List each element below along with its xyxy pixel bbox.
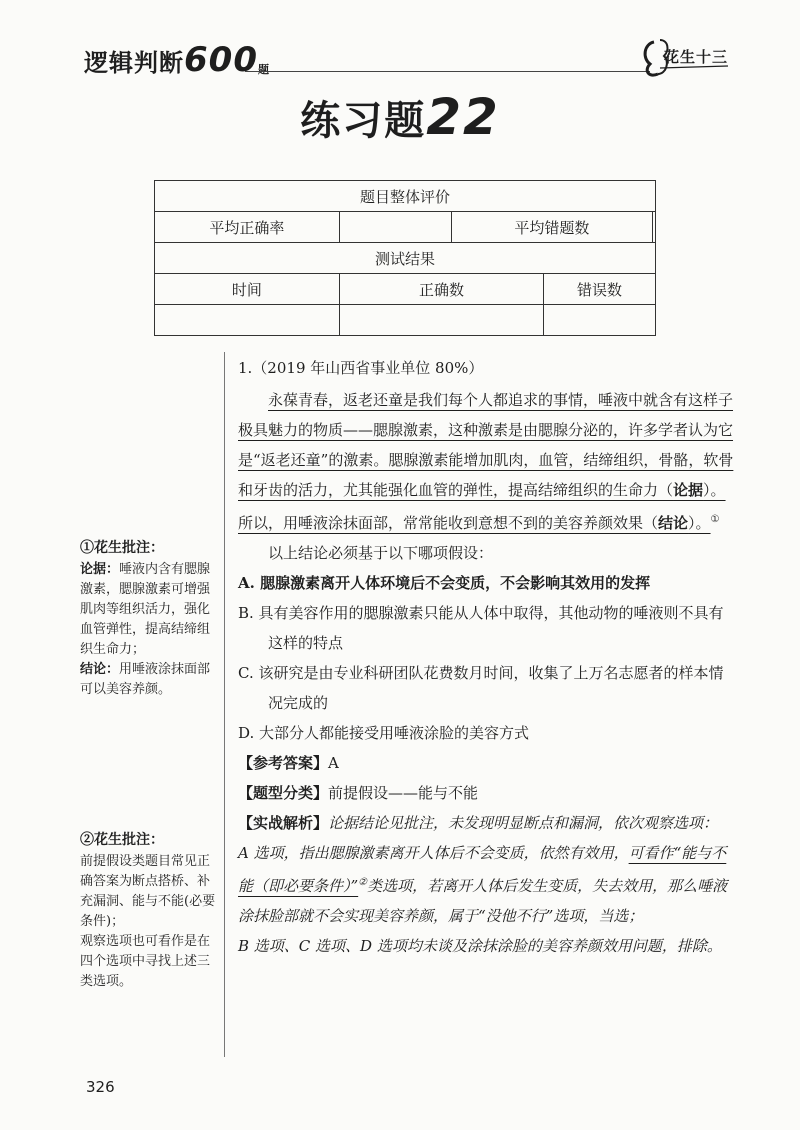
question-type-value: 前提假设——能与不能 <box>328 784 479 802</box>
page-title <box>0 88 800 146</box>
header-rule <box>245 71 650 72</box>
side-note-1-title: ①花生批注： <box>80 540 164 556</box>
question-type <box>238 778 734 808</box>
side-note-1-line <box>80 560 218 660</box>
reference-answer <box>238 748 734 778</box>
analysis-intro <box>238 808 734 838</box>
option-c[interactable]: C. 该研究是由专业科研团队花费数月时间，收集了上万名志愿者的样本情况完成的 <box>238 664 724 712</box>
publisher-logo <box>640 36 730 78</box>
page-number: 326 <box>86 1078 115 1096</box>
option-b[interactable]: B. 具有美容作用的腮腺激素只能从人体中取得，其他动物的唾液则不具有这样的特点 <box>238 604 724 652</box>
stem-tag-evidence: 论据 <box>673 481 704 499</box>
question-type-tag: 【题型分类】 <box>238 784 329 802</box>
annotation-mark: ① <box>710 514 720 525</box>
wrong-label: 错误数 <box>544 274 656 305</box>
avg-correct-value-cell[interactable] <box>339 212 451 243</box>
side-note-2-title: ②花生批注： <box>80 832 164 848</box>
stem-text: 永葆青春，返老还童是我们每个人都追求的事情，唾液中就含有这样子极具魅力的物质——腮腺激素，这种激素是由腮腺分泌的，许多学者认为它是“返老还童”的激素。腮腺激素能增加肌肉，血管，结缔组织，骨骼，软骨和牙齿的活力，尤其能强化血管的弹性，提高结缔组织的生命力（ <box>238 391 734 499</box>
side-note-1-line <box>80 660 218 700</box>
book-title <box>84 40 270 80</box>
annotation-mark: ② <box>358 877 368 888</box>
time-value-cell[interactable] <box>155 305 340 336</box>
table-heading-overall: 题目整体评价 <box>155 181 656 212</box>
question-stem <box>238 385 734 538</box>
side-note-2-line: 前提假设类题目常见正确答案为断点搭桥、补充漏洞、能与不能(必要条件)； <box>80 854 216 929</box>
question-header: 1.（2019 年山西省事业单位 80%） <box>238 359 484 377</box>
analysis-tag: 【实战解析】 <box>238 814 329 832</box>
note-key: 论据： <box>80 562 120 577</box>
page-title-number: 22 <box>426 88 500 146</box>
analysis-a-text: A 选项，指出腮腺激素离开人体后不会变质，依然有效用， <box>238 844 629 862</box>
book-title-suffix: 题 <box>257 63 270 76</box>
stem-text: ）。 <box>688 514 711 532</box>
analysis-a-text: 类选项，若离开人体后发生变质，失去效用，那么唾液涂抹脸部就不会实现美容养颜，属于“没他不行”选项，当选； <box>238 877 728 925</box>
option-d[interactable]: D. 大部分人都能接受用唾液涂脸的美容方式 <box>238 724 530 742</box>
evaluation-table <box>154 180 656 336</box>
note-key: 结论： <box>80 662 120 677</box>
note-text: 用唾液涂抹面部可以美容养颜。 <box>80 662 211 697</box>
analysis-a-highlight: 可看作“能与不能（即必要条件）” <box>238 844 727 895</box>
side-note-1 <box>80 538 218 700</box>
question-body <box>238 385 734 961</box>
book-title-number: 600 <box>184 40 258 80</box>
analysis-options-bcd: B 选项、C 选项、D 选项均未谈及涂抹涂脸的美容养颜效用问题，排除。 <box>238 937 722 955</box>
wrong-value-cell[interactable] <box>544 305 656 336</box>
book-title-text: 逻辑判断 <box>84 49 184 77</box>
time-label: 时间 <box>155 274 340 305</box>
correct-label: 正确数 <box>339 274 543 305</box>
note-text: 唾液内含有腮腺激素，腮腺激素可增强肌肉等组织活力，强化血管弹性，提高结缔组织生命力； <box>80 562 211 657</box>
reference-answer-value: A <box>328 754 339 772</box>
page-title-text: 练习题 <box>300 98 427 144</box>
option-a[interactable]: A. 腮腺激素离开人体环境后不会变质，不会影响其效用的发挥 <box>238 574 651 592</box>
table-heading-result: 测试结果 <box>155 243 656 274</box>
analysis-option-a <box>238 838 734 931</box>
avg-errors-label: 平均错题数 <box>451 212 652 243</box>
analysis-text: 论据结论见批注，未发现明显断点和漏洞，依次观察选项： <box>328 814 719 832</box>
avg-correct-label: 平均正确率 <box>155 212 340 243</box>
question-prompt: 以上结论必须基于以下哪项假设： <box>268 544 494 562</box>
logo-text: 花生十三 <box>664 48 729 66</box>
reference-answer-tag: 【参考答案】 <box>238 754 329 772</box>
side-note-2 <box>80 830 218 992</box>
margin-rule <box>224 352 225 1057</box>
stem-text: ）。所以，用唾液涂抹面部，常常能收到意想不到的美容养颜效果（ <box>238 481 726 532</box>
avg-errors-value-cell[interactable] <box>653 212 656 243</box>
correct-value-cell[interactable] <box>339 305 543 336</box>
stem-tag-conclusion: 结论 <box>658 514 689 532</box>
side-note-2-line: 观察选项也可看作是在四个选项中寻找上述三类选项。 <box>80 934 211 989</box>
